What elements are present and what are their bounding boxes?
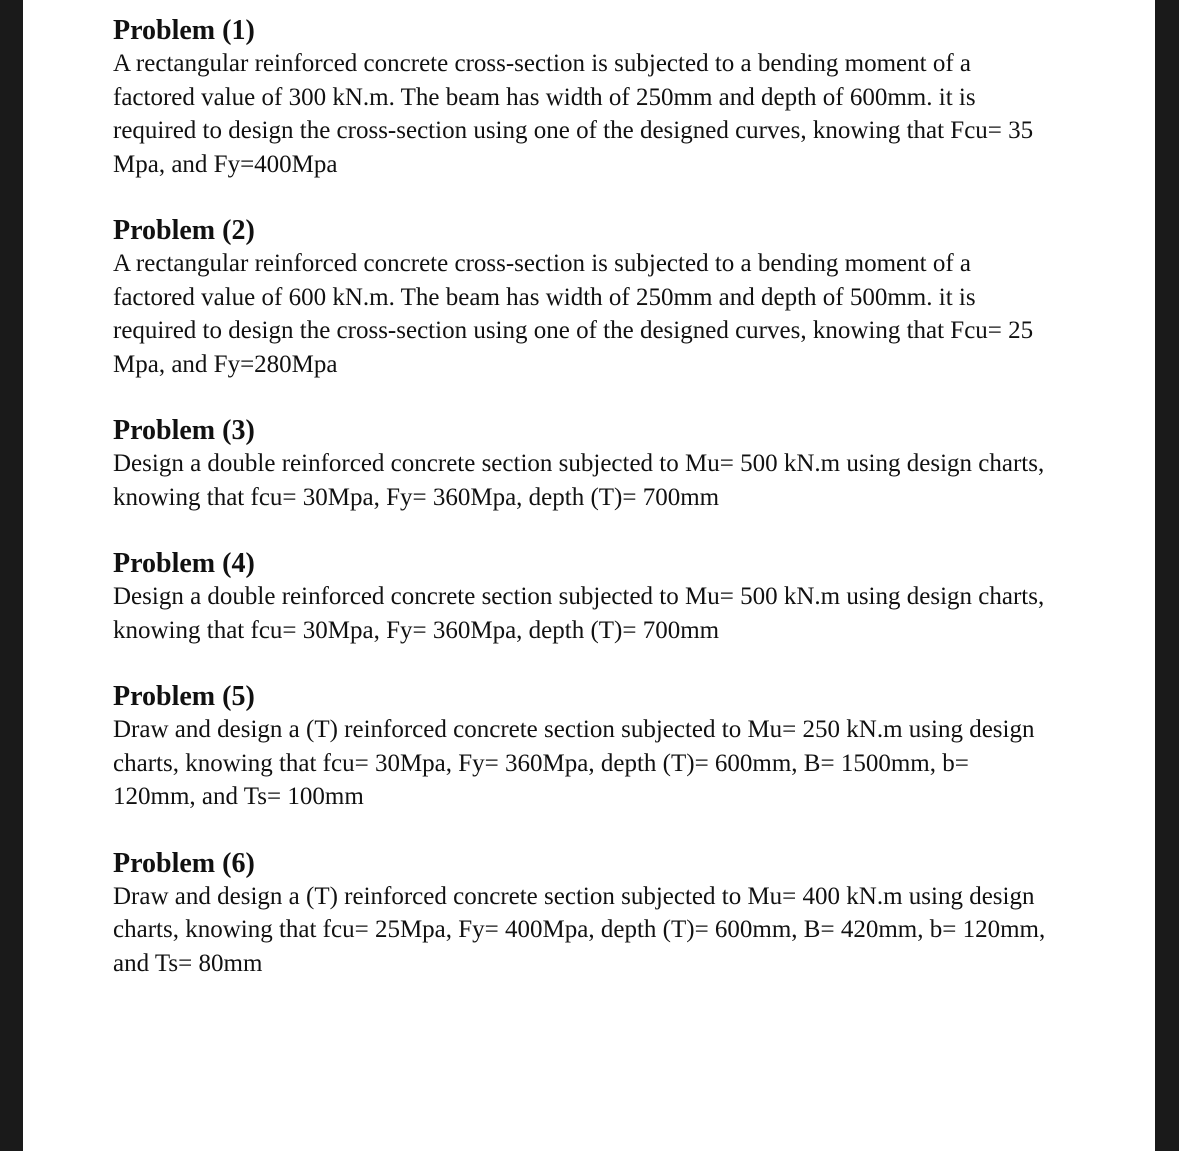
problem-6 — [113, 847, 1123, 981]
text-line: required to design the cross-section using one of the designed curves, knowing that Fcu= 25 — [113, 317, 1034, 344]
text-line: Design a double reinforced concrete section subjected to Mu= 500 kN.m using design charts, — [113, 583, 1045, 610]
text-line: charts, knowing that fcu= 25Mpa, Fy= 400Mpa, depth (T)= 600mm, B= 420mm, b= 120mm, — [113, 916, 1046, 943]
text-line: Draw and design a (T) reinforced concrete section subjected to Mu= 250 kN.m using design — [113, 716, 1035, 743]
problem-text — [113, 247, 1123, 381]
problem-3 — [113, 414, 1123, 514]
text-line: A rectangular reinforced concrete cross-section is subjected to a bending moment of a — [113, 50, 972, 77]
problem-title: Problem (3) — [113, 415, 255, 446]
problem-title: Problem (6) — [113, 847, 255, 879]
problem-title: Problem (2) — [113, 215, 255, 246]
text-line: knowing that fcu= 30Mpa, Fy= 360Mpa, depth (T)= 700mm — [113, 616, 720, 644]
text-line: Mpa, and Fy=280Mpa — [113, 350, 338, 378]
text-line: Draw and design a (T) reinforced concrete section subjected to Mu= 400 kN.m using design — [113, 882, 1035, 910]
text-line: Mpa, and Fy=400Mpa — [113, 150, 338, 178]
problem-text — [113, 880, 1123, 981]
problem-1 — [113, 14, 1123, 181]
text-line: factored value of 300 kN.m. The beam has width of 250mm and depth of 600mm. it is — [113, 83, 976, 111]
problem-4 — [113, 547, 1123, 647]
problem-title: Problem (5) — [113, 681, 255, 712]
document-content — [113, 14, 1123, 1013]
problem-title: Problem (1) — [113, 15, 255, 46]
problem-text — [113, 713, 1123, 814]
problem-text — [113, 447, 1123, 514]
text-line: and Ts= 80mm — [113, 949, 263, 977]
text-line: knowing that fcu= 30Mpa, Fy= 360Mpa, depth (T)= 700mm — [113, 483, 720, 511]
text-line: factored value of 600 kN.m. The beam has width of 250mm and depth of 500mm. it is — [113, 283, 976, 311]
text-line: Design a double reinforced concrete section subjected to Mu= 500 kN.m using design charts, — [113, 450, 1045, 477]
problem-5 — [113, 680, 1123, 814]
text-line: required to design the cross-section using one of the designed curves, knowing that Fcu= 35 — [113, 117, 1034, 144]
problem-text — [113, 580, 1123, 647]
document-page — [23, 0, 1155, 1151]
text-line: 120mm, and Ts= 100mm — [113, 783, 364, 810]
problem-2 — [113, 214, 1123, 381]
problem-text — [113, 47, 1123, 181]
problem-title: Problem (4) — [113, 548, 255, 579]
text-line: A rectangular reinforced concrete cross-section is subjected to a bending moment of a — [113, 250, 972, 277]
text-line: charts, knowing that fcu= 30Mpa, Fy= 360Mpa, depth (T)= 600mm, B= 1500mm, b= — [113, 749, 969, 777]
